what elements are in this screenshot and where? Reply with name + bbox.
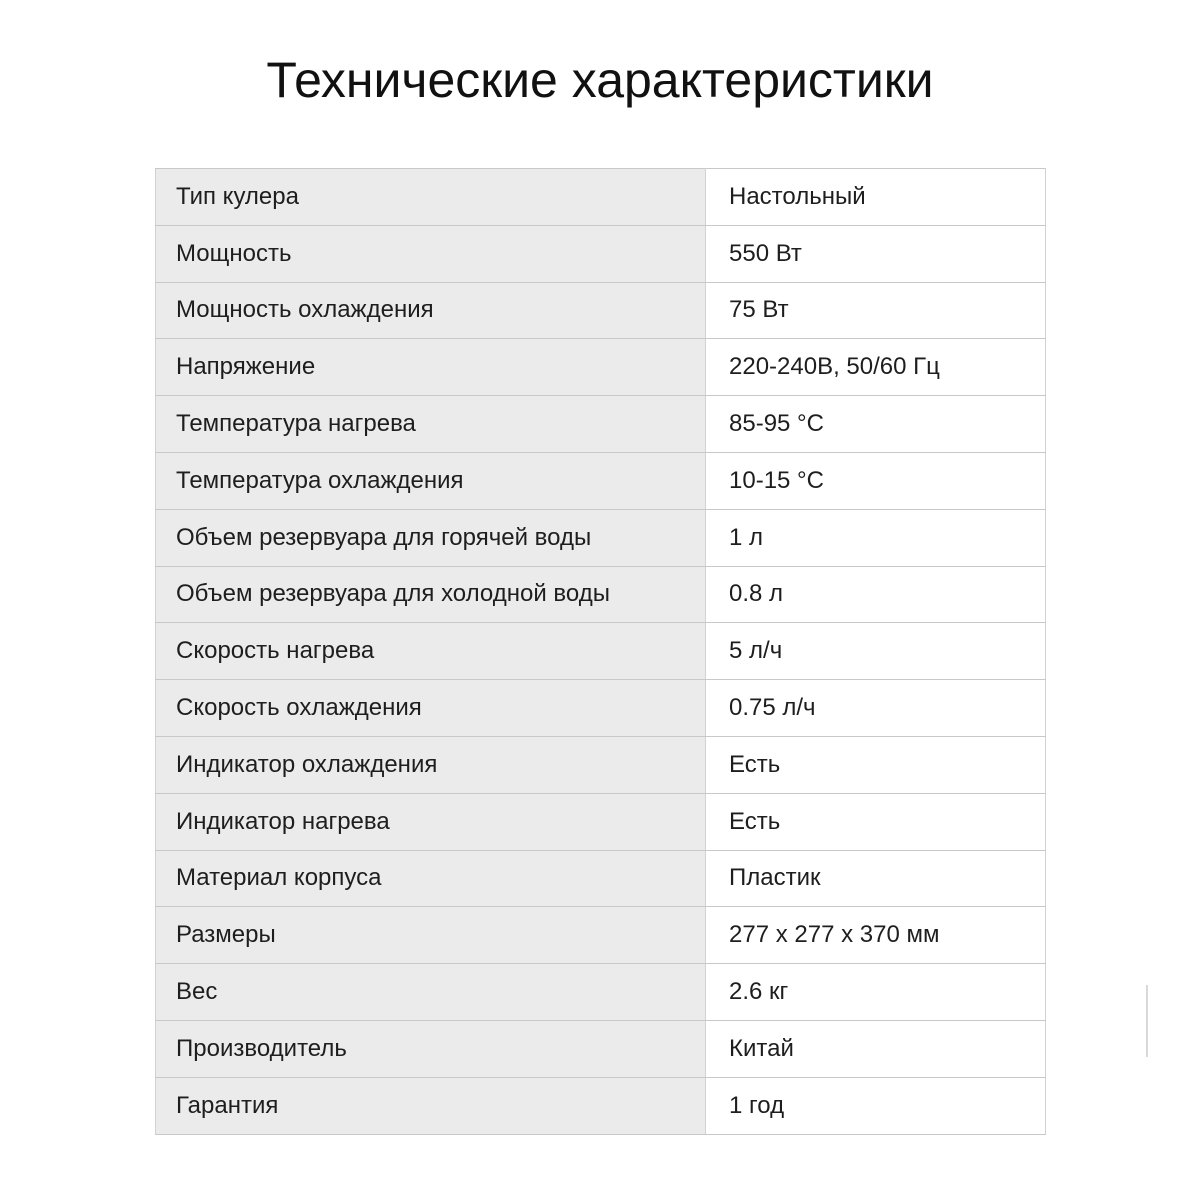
spec-value: 75 Вт	[706, 282, 1046, 339]
spec-value: Китай	[706, 1020, 1046, 1077]
table-row	[156, 623, 1046, 680]
table-row	[156, 736, 1046, 793]
spec-label: Материал корпуса	[156, 850, 706, 907]
table-row	[156, 169, 1046, 226]
spec-label: Производитель	[156, 1020, 706, 1077]
spec-label: Напряжение	[156, 339, 706, 396]
spec-table-body	[156, 169, 1046, 1135]
spec-value: 277 x 277 x 370 мм	[706, 907, 1046, 964]
spec-label: Температура нагрева	[156, 396, 706, 453]
spec-value: 0.75 л/ч	[706, 680, 1046, 737]
table-row	[156, 1020, 1046, 1077]
spec-value: Пластик	[706, 850, 1046, 907]
table-row	[156, 566, 1046, 623]
spec-label: Температура охлаждения	[156, 452, 706, 509]
spec-value: Есть	[706, 793, 1046, 850]
table-row	[156, 907, 1046, 964]
spec-value: 10-15 °С	[706, 452, 1046, 509]
edge-divider	[1146, 985, 1148, 1057]
table-row	[156, 509, 1046, 566]
spec-label: Скорость охлаждения	[156, 680, 706, 737]
table-row	[156, 396, 1046, 453]
spec-value: 1 год	[706, 1077, 1046, 1134]
table-row	[156, 793, 1046, 850]
table-row	[156, 850, 1046, 907]
table-row	[156, 225, 1046, 282]
spec-table	[155, 168, 1046, 1135]
spec-label: Размеры	[156, 907, 706, 964]
spec-value: 220-240В, 50/60 Гц	[706, 339, 1046, 396]
spec-label: Индикатор охлаждения	[156, 736, 706, 793]
spec-label: Объем резервуара для горячей воды	[156, 509, 706, 566]
table-row	[156, 964, 1046, 1021]
spec-value: 550 Вт	[706, 225, 1046, 282]
spec-label: Гарантия	[156, 1077, 706, 1134]
spec-label: Мощность	[156, 225, 706, 282]
spec-value: 5 л/ч	[706, 623, 1046, 680]
table-row	[156, 282, 1046, 339]
spec-label: Тип кулера	[156, 169, 706, 226]
spec-value: 1 л	[706, 509, 1046, 566]
table-row	[156, 452, 1046, 509]
table-row	[156, 339, 1046, 396]
spec-label: Мощность охлаждения	[156, 282, 706, 339]
table-row	[156, 1077, 1046, 1134]
spec-value: Настольный	[706, 169, 1046, 226]
page-title: Технические характеристики	[266, 52, 934, 108]
spec-value: 2.6 кг	[706, 964, 1046, 1021]
spec-label: Вес	[156, 964, 706, 1021]
spec-value: 0.8 л	[706, 566, 1046, 623]
spec-value: Есть	[706, 736, 1046, 793]
spec-label: Скорость нагрева	[156, 623, 706, 680]
spec-label: Объем резервуара для холодной воды	[156, 566, 706, 623]
spec-label: Индикатор нагрева	[156, 793, 706, 850]
table-row	[156, 680, 1046, 737]
spec-value: 85-95 °С	[706, 396, 1046, 453]
